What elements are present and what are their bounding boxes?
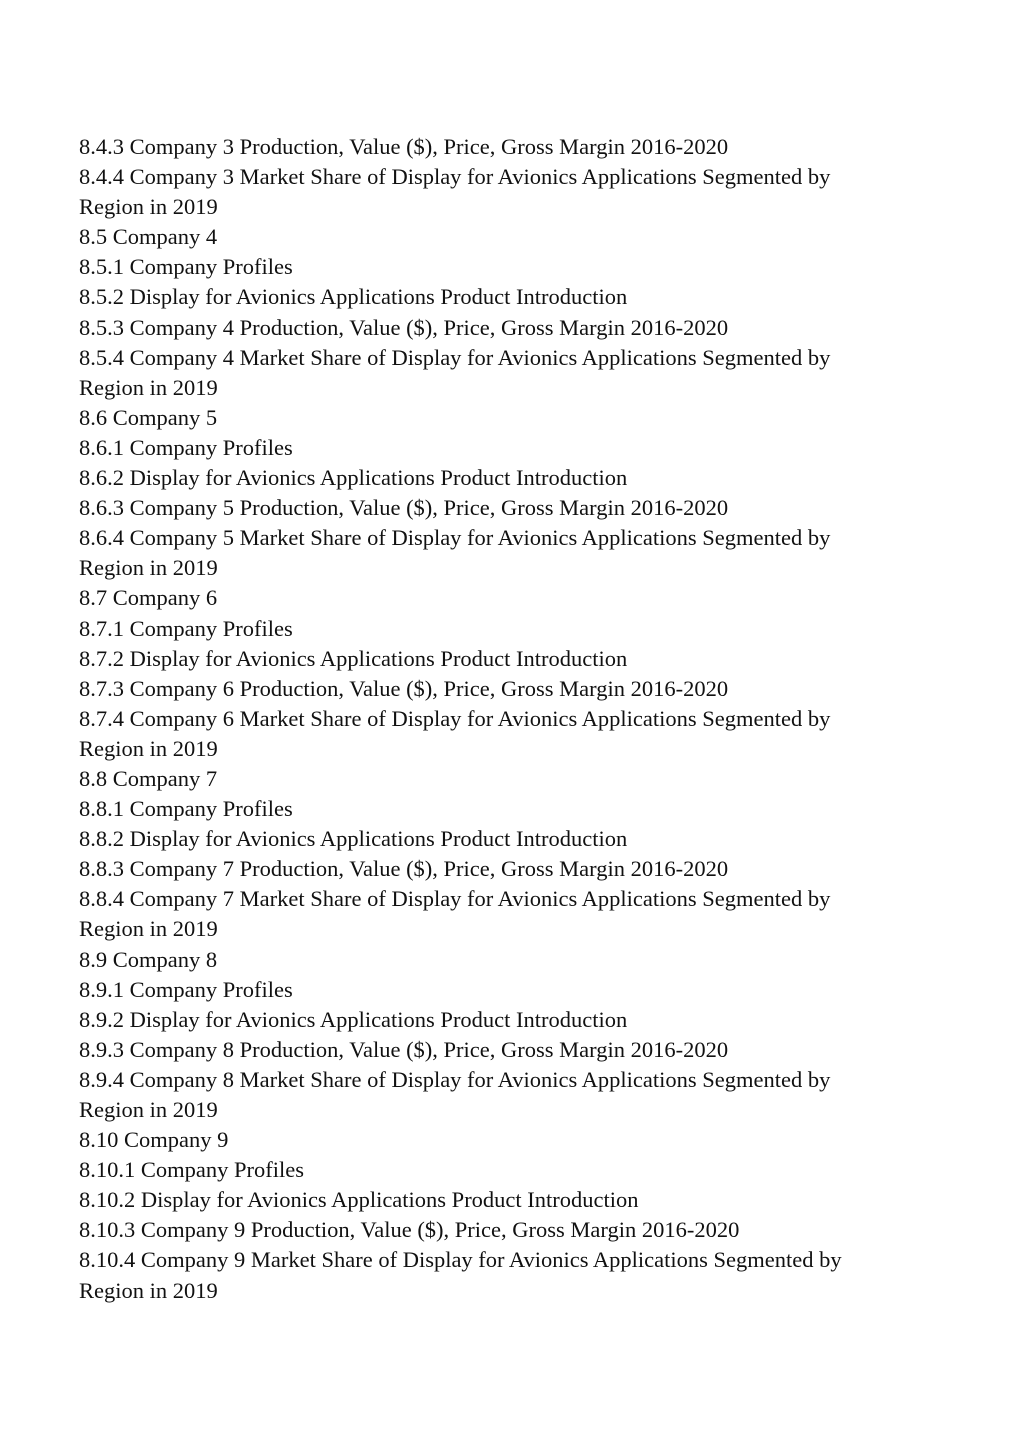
toc-line: 8.7.1 Company Profiles bbox=[79, 615, 293, 641]
toc-line: Region in 2019 bbox=[79, 374, 218, 400]
toc-line: 8.8.4 Company 7 Market Share of Display for Avionics Applications Segmented by bbox=[79, 886, 831, 912]
toc-line: 8.4.4 Company 3 Market Share of Display for Avionics Applications Segmented by bbox=[79, 164, 831, 190]
toc-line: 8.8.3 Company 7 Production, Value ($), Price, Gross Margin 2016-2020 bbox=[79, 856, 729, 882]
toc-line: 8.10 Company 9 bbox=[79, 1127, 229, 1153]
toc-line: 8.9.1 Company Profiles bbox=[79, 976, 293, 1002]
toc-line: 8.5.3 Company 4 Production, Value ($), Price, Gross Margin 2016-2020 bbox=[79, 314, 729, 340]
toc-line: 8.10.2 Display for Avionics Applications Product Introduction bbox=[79, 1187, 639, 1213]
toc-line: 8.5.2 Display for Avionics Applications Product Introduction bbox=[79, 284, 628, 310]
toc-line: 8.6.1 Company Profiles bbox=[79, 434, 293, 460]
toc-line: 8.9.3 Company 8 Production, Value ($), Price, Gross Margin 2016-2020 bbox=[79, 1036, 729, 1062]
toc-line: 8.6.2 Display for Avionics Applications Product Introduction bbox=[79, 465, 628, 491]
toc-line: Region in 2019 bbox=[79, 735, 218, 761]
toc-line: 8.5 Company 4 bbox=[79, 224, 218, 250]
toc-line: 8.7 Company 6 bbox=[79, 585, 218, 611]
toc-line: Region in 2019 bbox=[79, 916, 218, 942]
toc-line: Region in 2019 bbox=[79, 555, 218, 581]
toc-line: 8.5.4 Company 4 Market Share of Display for Avionics Applications Segmented by bbox=[79, 344, 831, 370]
toc-line: 8.7.4 Company 6 Market Share of Display for Avionics Applications Segmented by bbox=[79, 705, 831, 731]
toc-line: 8.6 Company 5 bbox=[79, 404, 218, 430]
toc-line: 8.9.4 Company 8 Market Share of Display for Avionics Applications Segmented by bbox=[79, 1066, 831, 1092]
toc-line: 8.7.2 Display for Avionics Applications Product Introduction bbox=[79, 645, 628, 671]
toc-line: 8.6.4 Company 5 Market Share of Display for Avionics Applications Segmented by bbox=[79, 525, 831, 551]
toc-line: Region in 2019 bbox=[79, 194, 218, 220]
toc-line: 8.7.3 Company 6 Production, Value ($), Price, Gross Margin 2016-2020 bbox=[79, 675, 729, 701]
table-of-contents bbox=[79, 132, 959, 1306]
toc-line: 8.9 Company 8 bbox=[79, 946, 218, 972]
toc-line: 8.9.2 Display for Avionics Applications Product Introduction bbox=[79, 1006, 628, 1032]
toc-line: Region in 2019 bbox=[79, 1097, 218, 1122]
toc-line: Region in 2019 bbox=[79, 1277, 218, 1303]
toc-line: 8.10.3 Company 9 Production, Value ($), Price, Gross Margin 2016-2020 bbox=[79, 1217, 740, 1243]
toc-line: 8.4.3 Company 3 Production, Value ($), Price, Gross Margin 2016-2020 bbox=[79, 134, 729, 159]
toc-line: 8.10.4 Company 9 Market Share of Display for Avionics Applications Segmented by bbox=[79, 1247, 842, 1273]
toc-line: 8.8.1 Company Profiles bbox=[79, 796, 293, 822]
toc-line: 8.8.2 Display for Avionics Applications Product Introduction bbox=[79, 826, 628, 852]
toc-line: 8.6.3 Company 5 Production, Value ($), Price, Gross Margin 2016-2020 bbox=[79, 495, 729, 521]
toc-line: 8.5.1 Company Profiles bbox=[79, 254, 293, 280]
toc-line: 8.10.1 Company Profiles bbox=[79, 1157, 304, 1183]
toc-line: 8.8 Company 7 bbox=[79, 765, 218, 791]
